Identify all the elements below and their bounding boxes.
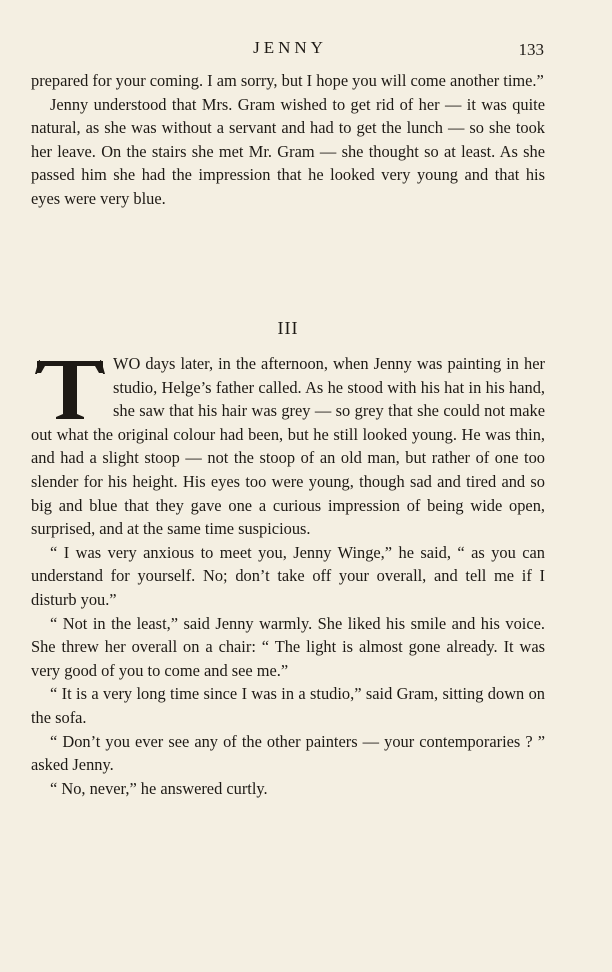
opening-paragraph xyxy=(31,352,545,541)
page-number: 133 xyxy=(518,40,544,59)
chapter-text xyxy=(31,352,545,800)
chapter-number: III xyxy=(277,318,299,338)
opening-text: days later, in the afternoon, when Jenny was painting in her studio, Helge’s father called. As he stood with his hat in his hand, she saw that his hair was grey — so grey that she could not make out what the original colour had been, but he still looked young. He was thin, and had a slight stoop — not the stoop of an old man, but rather of one too slender for his height. His eyes too were young, though sad and tired and so big and blue that they gave one a curious impression of being wide open, surprised, and at the same time suspicious. xyxy=(31,354,545,539)
paragraph: “ I was very anxious to meet you, Jenny Winge,” he said, “ as you can understand for yourself. No; don’t take off your overall, and tell me if I disturb you.” xyxy=(31,542,545,609)
opening-smallcaps: WO xyxy=(113,354,141,373)
paragraph: “ Not in the least,” said Jenny warmly. She liked his smile and his voice. She threw her overall on a chair: “ The light is almost gone already. It was very good of you to come and see me.” xyxy=(31,613,545,680)
paragraph: “ It is a very long time since I was in a studio,” said Gram, sitting down on the sofa. xyxy=(31,684,545,727)
section-1-text xyxy=(31,69,545,211)
paragraph: “ Don’t you ever see any of the other painters — your contemporaries ? ” asked Jenny. xyxy=(31,731,545,775)
paragraph: “ No, never,” he answered curtly. xyxy=(50,778,268,798)
running-head-title: JENNY xyxy=(253,38,327,57)
paragraph: Jenny understood that Mrs. Gram wished to get rid of her — it was quite natural, as she was without a servant and had to get the lunch — so she took her leave. On the stairs she met Mr. Gram — she thought so at least. As she passed him she had the impression that he looked very young and that his eyes were very blue. xyxy=(31,94,545,208)
dropcap-t-icon xyxy=(31,356,109,422)
paragraph: prepared for your coming. I am sorry, but I hope you will come another time.” xyxy=(31,71,544,90)
running-head xyxy=(0,38,612,62)
